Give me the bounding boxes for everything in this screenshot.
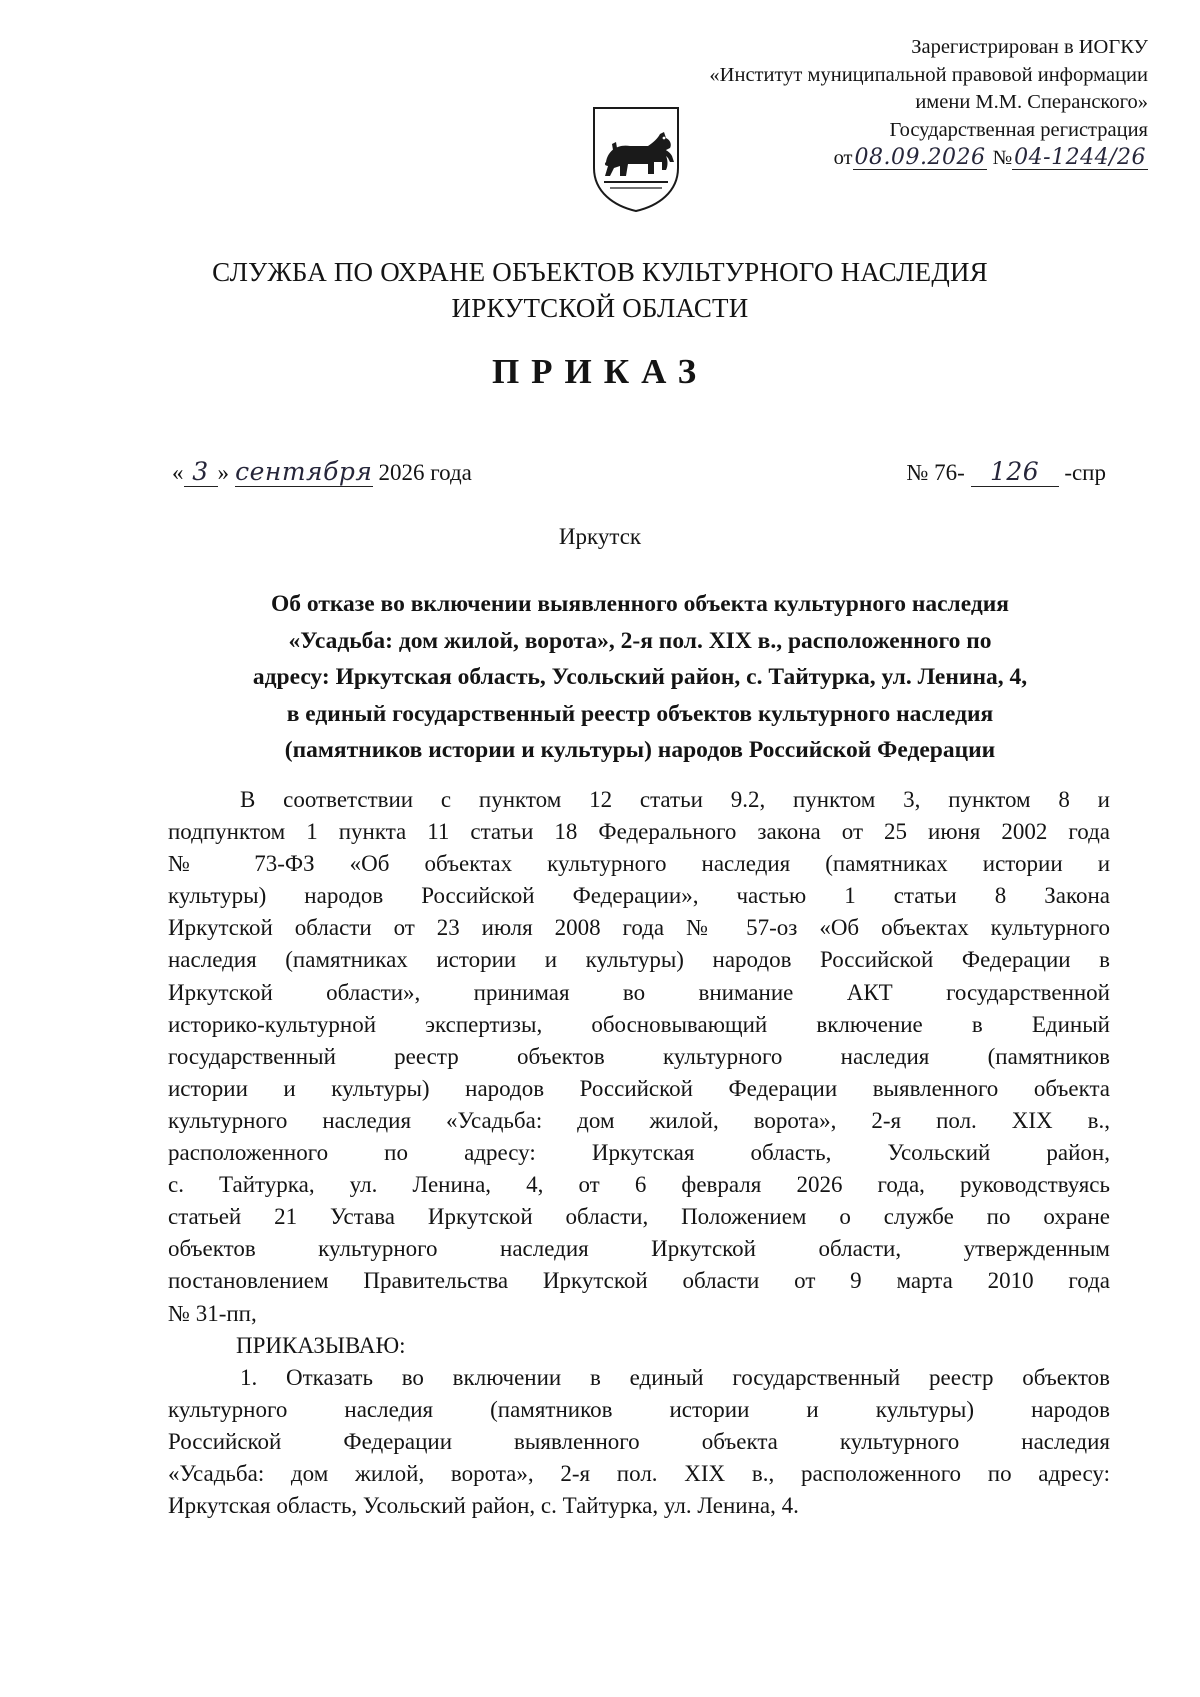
preamble-line: культуры) народов Российской Федерации», частью 1 статьи 8 Закона	[168, 883, 1110, 909]
preamble-line: № 73-ФЗ «Об объектах культурного наследия (памятниках истории и	[168, 851, 1110, 877]
subject-line: (памятников истории и культуры) народов Российской Федерации	[284, 737, 996, 764]
order-number-value: 126	[989, 457, 1040, 486]
preamble-line: государственный реестр объектов культурного наследия (памятников	[168, 1043, 1110, 1069]
clause-1-line: культурного наследия (памятников истории и культуры) народов	[168, 1396, 1110, 1422]
document-type-title: ПРИКАЗ	[491, 352, 709, 391]
preamble-line: № 31-пп,	[168, 1300, 257, 1326]
preamble-line: Иркутской области от 23 июля 2008 года № 57-оз «Об объектах культурного	[168, 915, 1110, 941]
registration-number: 04-1244/26	[1014, 145, 1146, 170]
registration-line-1: Зарегистрирован в ИОГКУ	[911, 36, 1148, 58]
subject-line: «Усадьба: дом жилой, ворота», 2-я пол. XIX в., расположенного по	[288, 627, 992, 654]
preamble-line: подпунктом 1 пункта 11 статьи 18 Федерального закона от 25 июня 2002 года	[168, 819, 1110, 845]
authority-line-1: СЛУЖБА ПО ОХРАНЕ ОБЪЕКТОВ КУЛЬТУРНОГО НАСЛЕДИЯ	[212, 257, 988, 287]
date-open-quote: «	[172, 460, 184, 485]
clause-1-line: 1. Отказать во включении в единый государственный реестр объектов	[240, 1364, 1110, 1390]
preamble-line: постановлением Правительства Иркутской области от 9 марта 2010 года	[168, 1268, 1110, 1294]
order-number-prefix: № 76-	[906, 460, 965, 485]
preamble-line: истории и культуры) народов Российской Федерации выявленного объекта	[168, 1075, 1110, 1101]
preamble-line: В соответствии с пунктом 12 статьи 9.2, пунктом 3, пунктом 8 и	[240, 787, 1110, 812]
authority-line-2: ИРКУТСКОЙ ОБЛАСТИ	[451, 293, 749, 323]
order-number	[906, 457, 1106, 487]
registration-number-label: №	[992, 147, 1013, 169]
registration-line-4: Государственная регистрация	[889, 118, 1148, 141]
order-body	[168, 784, 1110, 1522]
order-word: ПРИКАЗЫВАЮ:	[236, 1332, 406, 1358]
irkutsk-coat-of-arms-icon	[588, 104, 684, 214]
preamble-line: статьей 21 Устава Иркутской области, Положением о службе по охране	[168, 1204, 1110, 1230]
preamble-line: культурного наследия «Усадьба: дом жилой, ворота», 2-я пол. XIX в.,	[168, 1107, 1110, 1133]
preamble-line: с. Тайтурка, ул. Ленина, 4, от 6 февраля 2026 года, руководствуясь	[168, 1172, 1110, 1198]
preamble-line: историко-культурной экспертизы, обосновывающий включение в Единый	[168, 1011, 1110, 1037]
authority-name	[0, 254, 1200, 326]
registration-from-label: от	[833, 147, 853, 169]
registration-line-2: «Институт муниципальной правовой информации	[709, 63, 1148, 86]
order-subject	[160, 586, 1120, 769]
date-day: 3	[192, 457, 209, 486]
preamble-line: объектов культурного наследия Иркутской области, утвержденным	[168, 1236, 1110, 1262]
date-year: 2026 года	[378, 460, 472, 485]
preamble-line: Иркутской области», принимая во внимание АКТ государственной	[168, 979, 1110, 1005]
clause-1-line: Российской Федерации выявленного объекта культурного наследия	[168, 1428, 1110, 1454]
preamble-line: расположенного по адресу: Иркутская область, Усольский район,	[168, 1140, 1110, 1166]
order-number-suffix: -спр	[1064, 460, 1106, 485]
date-month: сентября	[235, 457, 373, 486]
date-close-quote: »	[217, 460, 229, 485]
order-date	[172, 457, 472, 487]
preamble-line: наследия (памятниках истории и культуры) народов Российской Федерации в	[168, 947, 1110, 973]
clause-1-line: Иркутская область, Усольский район, с. Тайтурка, ул. Ленина, 4.	[168, 1493, 799, 1519]
city: Иркутск	[558, 524, 642, 549]
clause-1-line: «Усадьба: дом жилой, ворота», 2-я пол. XIX в., расположенного по адресу:	[168, 1460, 1110, 1486]
subject-line: адресу: Иркутская область, Усольский район, с. Тайтурка, ул. Ленина, 4,	[252, 664, 1028, 691]
registration-line-3: имени М.М. Сперанского»	[915, 91, 1148, 113]
subject-line: в единый государственный реестр объектов культурного наследия	[286, 700, 994, 727]
registration-date: 08.09.2026	[854, 145, 986, 170]
subject-line: Об отказе во включении выявленного объекта культурного наследия	[270, 591, 1010, 617]
